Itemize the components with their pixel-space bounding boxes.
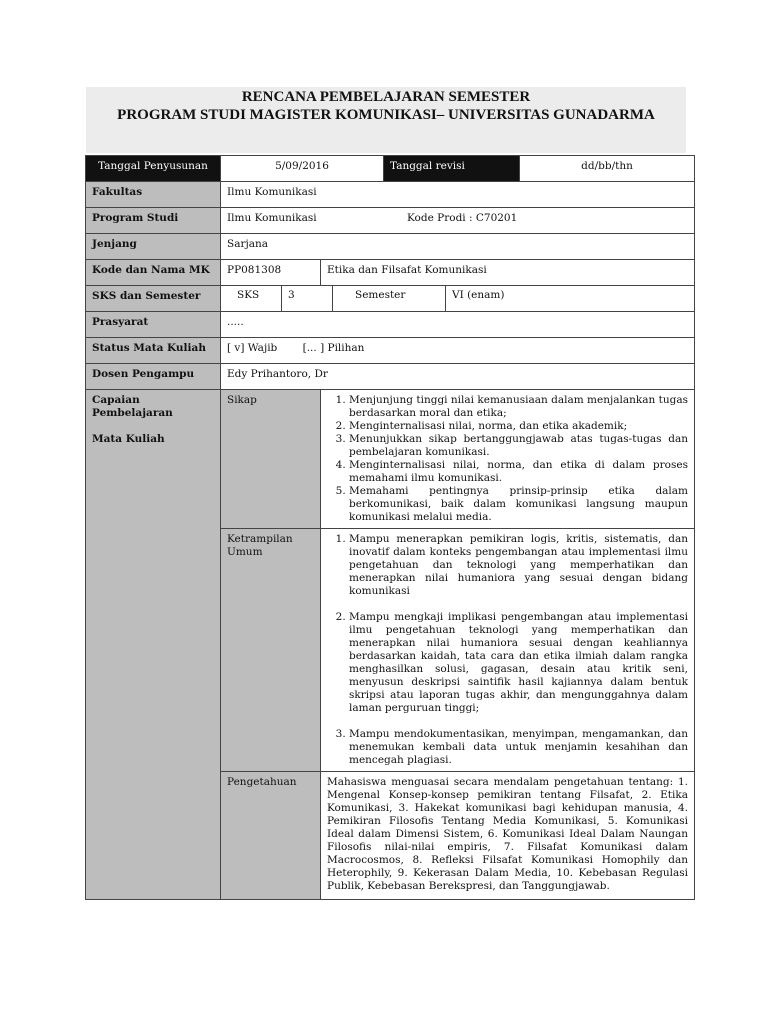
row-kode-mk	[86, 260, 695, 286]
kode-mk-code: PP081308	[221, 260, 321, 286]
list-item: 3. Menunjukkan sikap bertanggungjawab atas tugas-tugas dan pembelajaran komunikasi.	[349, 433, 688, 459]
sikap-list	[327, 394, 688, 524]
prasyarat-label: Prasyarat	[86, 312, 221, 338]
list-item: 2. Mampu mengkaji implikasi pengembangan atau implementasi ilmu pengetahuan teknologi yang memperhatikan dan menerapkan nilai humaniora sesuai dengan keahliannya berdasarkan kaidah, tata cara dan etika ilmiah dalam rangka menghasilkan solusi, gagasan, desain atau kritik seni, menyusun deskripsi saintifik hasil kajiannya dalam bentuk skripsi atau laporan tugas akhir, dan mengunggahnya dalam laman perguruan tinggi;	[349, 611, 688, 715]
sks-label: SKS dan Semester	[86, 286, 221, 312]
row-program-studi	[86, 208, 695, 234]
program-studi-cell	[221, 208, 695, 234]
document-title: RENCANA PEMBELAJARAN SEMESTER	[241, 89, 531, 105]
kode-mk-name: Etika dan Filsafat Komunikasi	[321, 260, 695, 286]
capaian-label-line1: Capaian Pembelajaran	[92, 394, 173, 419]
tanggal-revisi-label: Tanggal revisi	[384, 156, 520, 182]
fakultas-value: Ilmu Komunikasi	[221, 182, 695, 208]
semester-value: VI (enam)	[446, 286, 695, 311]
ketrampilan-content	[321, 529, 695, 772]
sks-sub-label: SKS	[237, 289, 260, 301]
row-sks	[86, 286, 695, 312]
capaian-label-line2: Mata Kuliah	[92, 433, 165, 445]
row-fakultas	[86, 182, 695, 208]
status-label: Status Mata Kuliah	[86, 338, 221, 364]
dosen-label: Dosen Pengampu	[86, 364, 221, 390]
list-item: 1. Menjunjung tinggi nilai kemanusiaan dalam menjalankan tugas berdasarkan moral dan etika;	[349, 394, 688, 420]
ketrampilan-label	[221, 529, 321, 772]
prasyarat-value: .....	[221, 312, 695, 338]
kode-prodi: Kode Prodi : C70201	[407, 212, 518, 224]
program-studi-label: Program Studi	[86, 208, 221, 234]
list-item: 2. Menginternalisasi nilai, norma, dan etika akademik;	[349, 420, 688, 433]
status-wajib: [ v] Wajib	[227, 342, 278, 354]
pengetahuan-label: Pengetahuan	[221, 772, 321, 900]
list-item: 4. Menginternalisasi nilai, norma, dan etika di dalam proses memahami ilmu komunikasi.	[349, 459, 688, 485]
row-jenjang	[86, 234, 695, 260]
row-dosen	[86, 364, 695, 390]
sks-cell	[221, 286, 695, 312]
status-cell	[221, 338, 695, 364]
sks-value: 3	[282, 286, 333, 311]
rps-table	[85, 155, 695, 900]
sikap-content	[321, 390, 695, 529]
row-sikap	[86, 390, 695, 529]
program-studi-value: Ilmu Komunikasi	[227, 212, 317, 224]
row-tanggal	[86, 156, 695, 182]
ketrampilan-list	[327, 533, 688, 767]
capaian-label	[86, 390, 221, 900]
sikap-label: Sikap	[221, 390, 321, 529]
list-item: 5. Memahami pentingnya prinsip-prinsip etika dalam berkomunikasi, baik dalam komunikasi langsung maupun komunikasi melalui media.	[349, 485, 688, 524]
status-pilihan: [... ] Pilihan	[302, 342, 365, 354]
ketrampilan-label-line1: Ketrampilan	[227, 533, 293, 545]
semester-sub-label: Semester	[333, 286, 446, 311]
row-status	[86, 338, 695, 364]
list-item: 1. Mampu menerapkan pemikiran logis, kritis, sistematis, dan inovatif dalam konteks pengembangan atau implementasi ilmu pengetahuan dan teknologi yang memperhatikan dan menerapkan nilai humaniora yang sesuai dengan bidang komunikasi	[349, 533, 688, 598]
dosen-value: Edy Prihantoro, Dr	[221, 364, 695, 390]
tanggal-penyusunan-label: Tanggal Penyusunan	[86, 156, 221, 182]
ketrampilan-label-line2: Umum	[227, 546, 263, 558]
jenjang-value: Sarjana	[221, 234, 695, 260]
document-header	[86, 87, 686, 153]
kode-mk-label: Kode dan Nama MK	[86, 260, 221, 286]
jenjang-label: Jenjang	[86, 234, 221, 260]
document-subtitle: PROGRAM STUDI MAGISTER KOMUNIKASI– UNIVERSITAS GUNADARMA	[117, 107, 655, 123]
pengetahuan-content: Mahasiswa menguasai secara mendalam pengetahuan tentang: 1. Mengenal Konsep-konsep pemikiran tentang Filsafat, 2. Etika Komunikasi, 3. Hakekat komunikasi bagi kehidupan manusia, 4. Pemikiran Filosofis Tentang Media Komunikasi, 5. Komunikasi Ideal dalam Dimensi Sistem, 6. Komunikasi Ideal Dalam Naungan Filosofis nilai-nilai empiris, 7. Filsafat Komunikasi dalam Macrocosmos, 8. Refleksi Filsafat Komunikasi Homophily dan Heterophily, 9. Kekerasan Dalam Media, 10. Kebebasan Regulasi Publik, Kebebasan Berekspresi, dan Tanggungjawab.	[321, 772, 695, 900]
row-prasyarat	[86, 312, 695, 338]
list-item: 3. Mampu mendokumentasikan, menyimpan, mengamankan, dan menemukan kembali data untuk menjamin kesahihan dan mencegah plagiasi.	[349, 728, 688, 767]
tanggal-revisi-value: dd/bb/thn	[520, 156, 695, 182]
tanggal-penyusunan-value: 5/09/2016	[221, 156, 384, 182]
fakultas-label: Fakultas	[86, 182, 221, 208]
